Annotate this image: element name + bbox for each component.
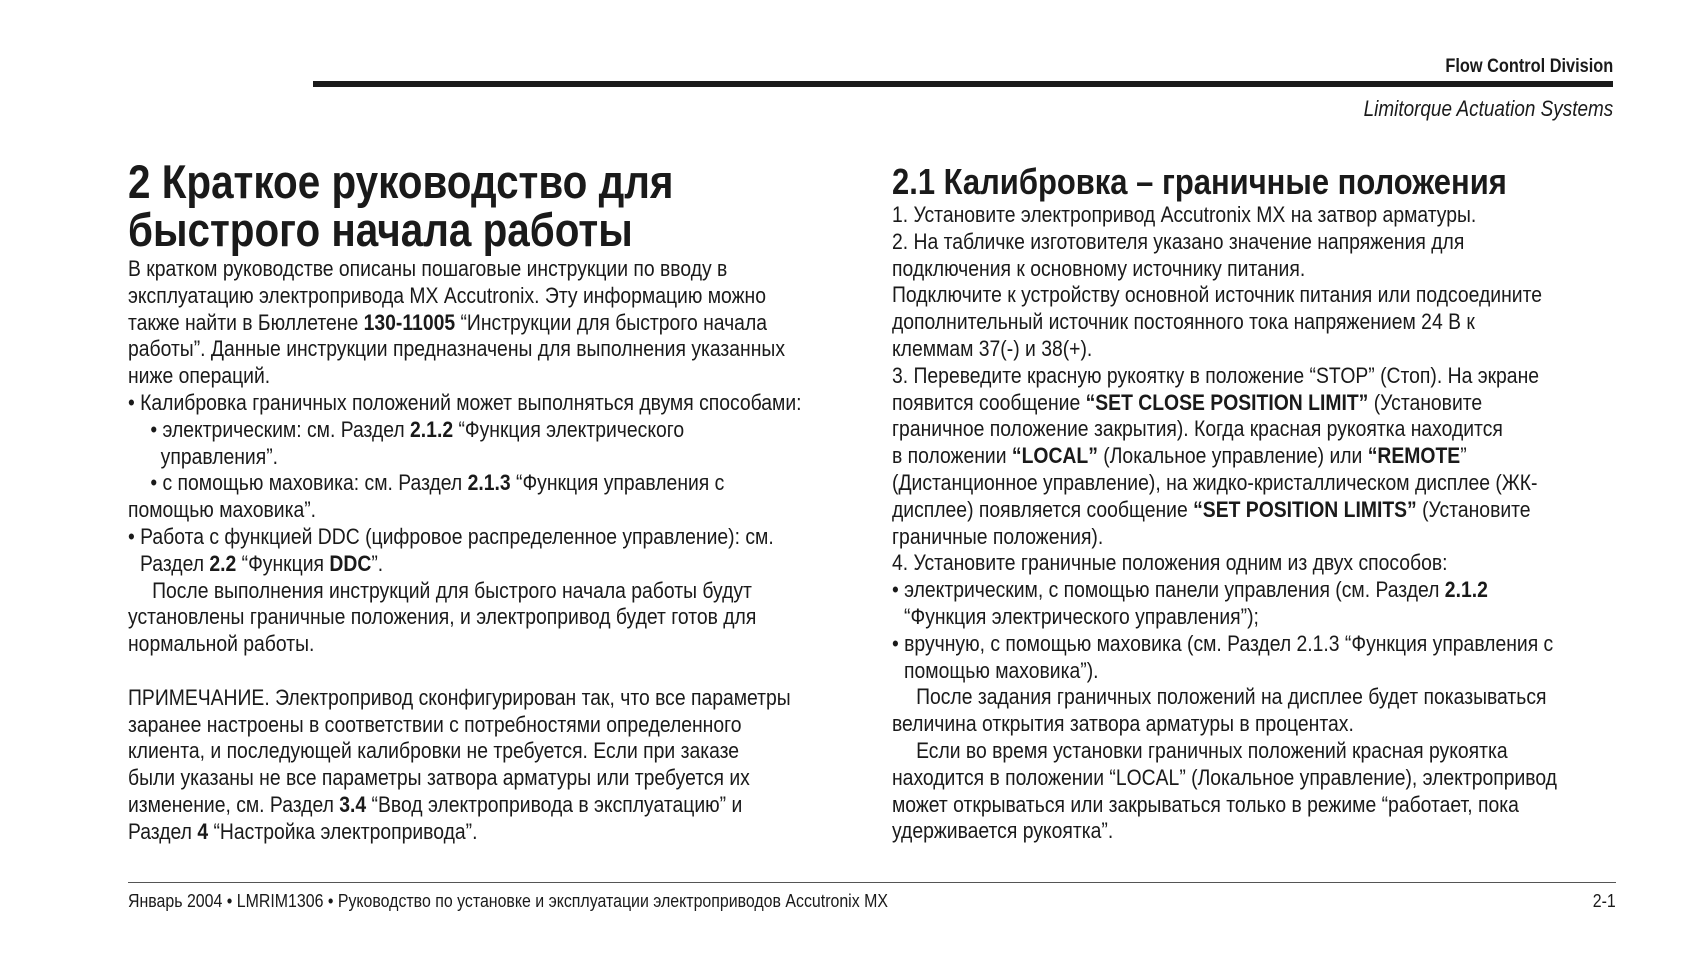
bullet-ddc-cont: Раздел 2.2 “Функция DDC”.	[140, 550, 384, 576]
footer-text: Январь 2004 • LMRIM1306 • Руководство по установке и эксплуатации электроприводов Accutronix MX	[128, 890, 888, 911]
subsection-title: 2.1 Калибровка – граничные положения	[892, 161, 1507, 202]
after-line: нормальной работы.	[128, 631, 315, 657]
header-rule	[313, 81, 1613, 87]
bullet-electric-cont: управления”.	[160, 443, 279, 469]
left-column	[128, 155, 878, 846]
after-line: установлены граничные положения, и электропривод будет готов для	[128, 604, 757, 630]
step-line: 4. Установите граничные положения одним из двух способов:	[892, 550, 1448, 576]
step-line: подключения к основному источнику питания.	[892, 255, 1306, 281]
note-line: ПРИМЕЧАНИЕ. Электропривод сконфигурирован так, что все параметры	[128, 684, 791, 710]
para-line: Если во время установки граничных положений красная рукоятка	[916, 737, 1508, 763]
section-title	[128, 155, 773, 256]
step-line: граничное положение закрытия). Когда красная рукоятка находится	[892, 416, 1503, 442]
systems-label: Limitorque Actuation Systems	[1363, 96, 1613, 121]
step-line: появится сообщение “SET CLOSE POSITION LIMIT” (Установите	[892, 389, 1483, 415]
para-line: величина открытия затвора арматуры в процентах.	[892, 711, 1354, 737]
intro-line: работы”. Данные инструкции предназначены для выполнения указанных	[128, 336, 786, 362]
step-line: 2. На табличке изготовителя указано значение напряжения для	[892, 228, 1465, 254]
para-line: После задания граничных положений на дисплее будет показываться	[916, 684, 1547, 710]
page-number: 2-1	[1592, 890, 1616, 911]
intro-line: эксплуатацию электропривода МХ Accutronix. Эту информацию можно	[128, 282, 766, 308]
step-line: 3. Переведите красную рукоятку в положение “STOP” (Стоп). На экране	[892, 362, 1540, 388]
intro-line: также найти в Бюллетене 130-11005 “Инструкции для быстрого начала	[128, 309, 768, 335]
intro-line: ниже операций.	[128, 363, 271, 389]
note-line: клиента, и последующей калибровки не требуется. Если при заказе	[128, 738, 740, 764]
footer-rule	[128, 882, 1616, 883]
section-title-line-2: быстрого начала работы	[128, 203, 633, 256]
step-line: Подключите к устройству основной источник питания или подсоедините	[892, 282, 1542, 308]
step-line: дополнительный источник постоянного тока напряжением 24 В к	[892, 309, 1475, 335]
para-line: находится в положении “LOCAL” (Локальное управление), электропривод	[892, 764, 1557, 790]
note-line: изменение, см. Раздел 3.4 “Ввод электропривода в эксплуатацию” и	[128, 791, 743, 817]
step-line: в положении “LOCAL” (Локальное управление) или “REMOTE”	[892, 443, 1467, 469]
division-label: Flow Control Division	[1445, 56, 1613, 77]
step-line: клеммам 37(-) и 38(+).	[892, 335, 1093, 361]
bullet-handwheel-cont: помощью маховика”.	[128, 497, 317, 523]
step-line: “Функция электрического управления”);	[904, 603, 1259, 629]
step-line: граничные положения).	[892, 523, 1104, 549]
bullet-ddc: • Работа с функцией DDC (цифровое распределенное управление): см.	[128, 523, 774, 549]
step-line: • вручную, с помощью маховика (см. Раздел 2.1.3 “Функция управления с	[892, 630, 1554, 656]
para-line: удерживается рукоятка”.	[892, 818, 1114, 844]
step-line: (Дистанционное управление), на жидко-кристаллическом дисплее (ЖК-	[892, 469, 1538, 495]
intro-line: В кратком руководстве описаны пошаговые инструкции по вводу в	[128, 256, 728, 281]
note-line: заранее настроены в соответствии с потребностями определенного	[128, 711, 742, 737]
step-line: • электрическим, с помощью панели управления (см. Раздел 2.1.2	[892, 577, 1488, 603]
para-line: может открываться или закрываться только в режиме “работает, пока	[892, 791, 1519, 817]
after-line: После выполнения инструкций для быстрого начала работы будут	[152, 577, 752, 603]
bullet-electric: • электрическим: см. Раздел 2.1.2 “Функция электрического	[150, 416, 685, 442]
right-column	[892, 158, 1652, 845]
bullet-handwheel: • с помощью маховика: см. Раздел 2.1.3 “Функция управления с	[150, 470, 725, 496]
section-title-line-1: 2 Краткое руководство для	[128, 155, 674, 208]
step-line: помощью маховика”).	[904, 657, 1099, 683]
step-line: дисплее) появляется сообщение “SET POSITION LIMITS” (Установите	[892, 496, 1531, 522]
note-line: Раздел 4 “Настройка электропривода”.	[128, 818, 478, 844]
bullet-calibration: • Калибровка граничных положений может выполняться двумя способами:	[128, 389, 802, 415]
note-line: были указаны не все параметры затвора арматуры или требуется их	[128, 765, 750, 791]
step-line: 1. Установите электропривод Accutronix MX на затвор арматуры.	[892, 202, 1477, 227]
bulletin-number: 130-11005	[363, 309, 456, 335]
